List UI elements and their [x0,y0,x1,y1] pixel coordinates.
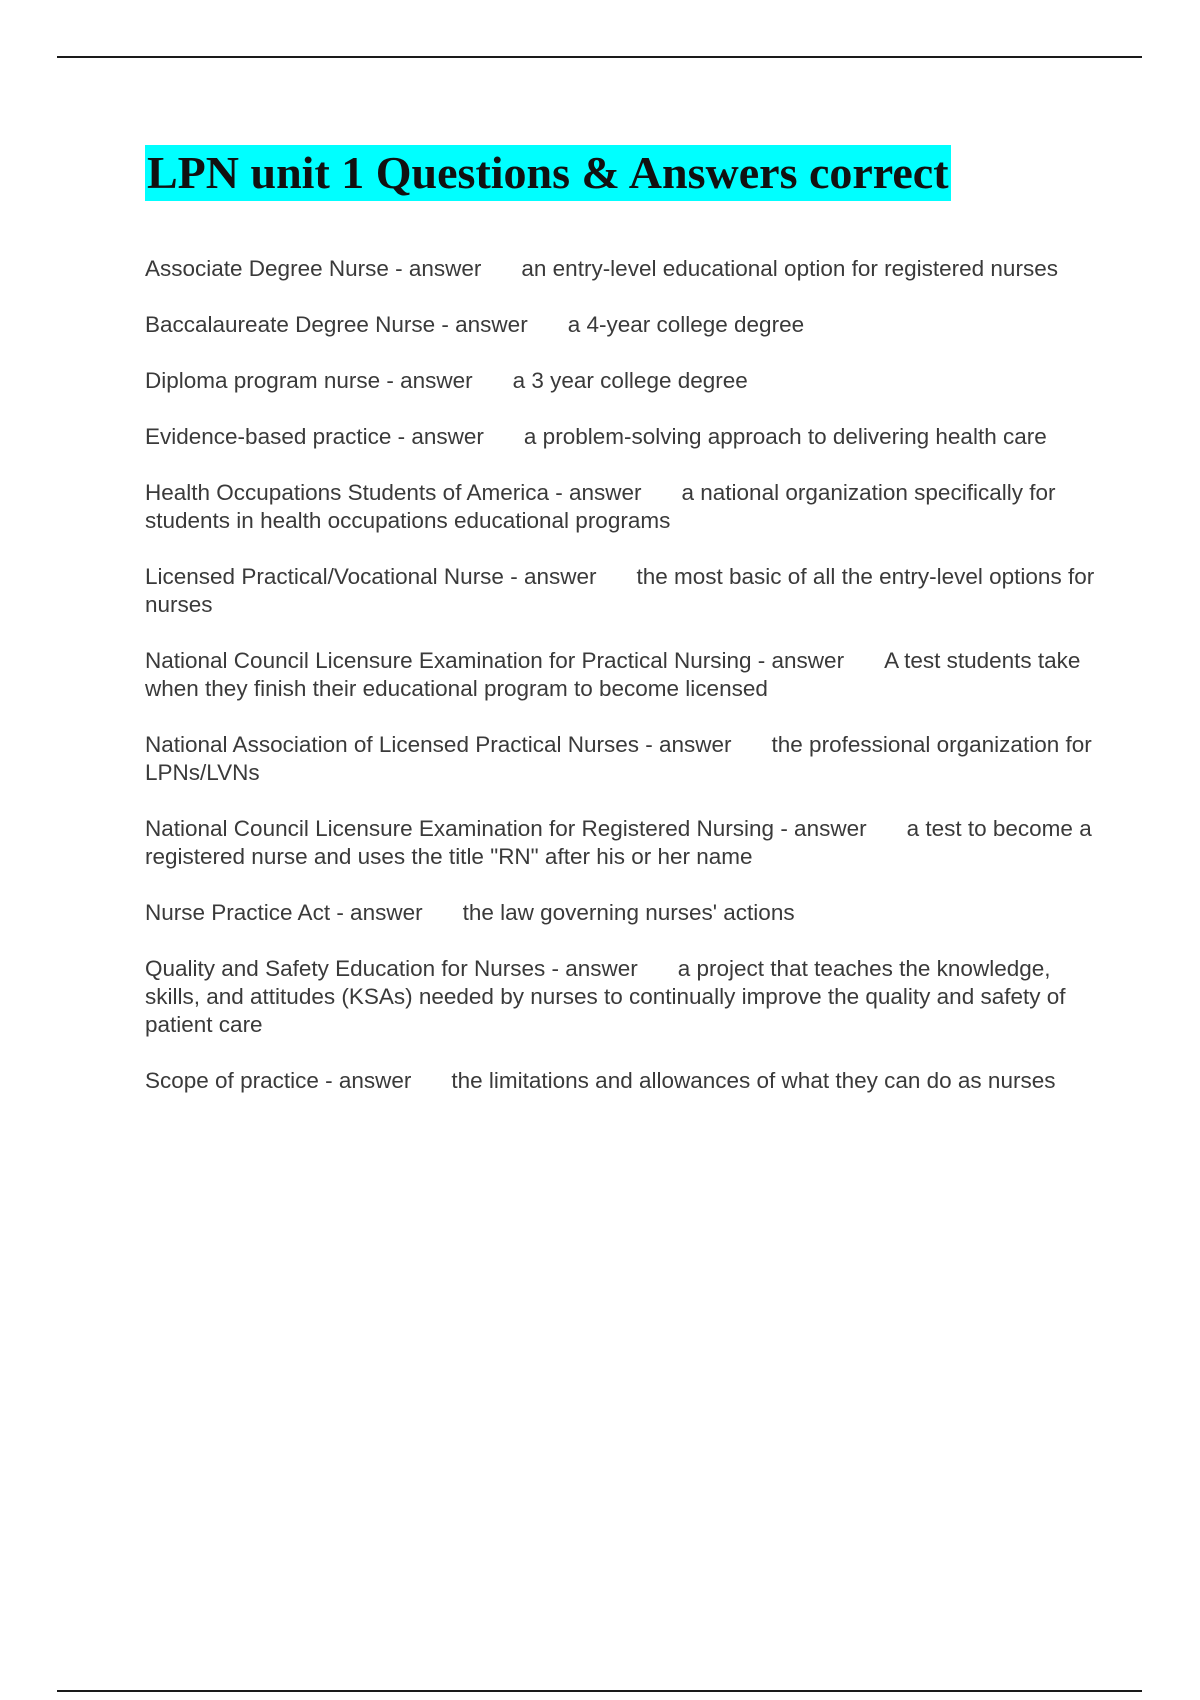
top-rule [57,56,1142,58]
qa-term: National Council Licensure Examination for Practical Nursing - answer [145,648,845,673]
qa-term: Associate Degree Nurse - answer [145,256,482,281]
qa-item [145,423,1095,451]
qa-item [145,731,1095,787]
qa-term: Evidence-based practice - answer [145,424,484,449]
qa-term: National Council Licensure Examination for Registered Nursing - answer [145,816,867,841]
qa-item [145,367,1095,395]
qa-list [145,255,1095,1123]
qa-definition: A test students take when they finish their educational program to become licensed [145,648,1081,701]
qa-item [145,479,1095,535]
qa-definition: a national organization specifically for students in health occupations educational programs [145,480,1056,533]
page-title: LPN unit 1 Questions & Answers correct [145,145,951,201]
qa-item [145,647,1095,703]
qa-definition: the professional organization for LPNs/LVNs [145,732,1092,785]
bottom-rule [57,1690,1142,1692]
qa-item [145,311,1095,339]
qa-term: Health Occupations Students of America - answer [145,480,642,505]
qa-definition: the most basic of all the entry-level options for nurses [145,564,1095,617]
qa-definition: the law governing nurses' actions [462,900,795,925]
qa-term: Licensed Practical/Vocational Nurse - answer [145,564,597,589]
qa-term: Baccalaureate Degree Nurse - answer [145,312,528,337]
qa-term: National Association of Licensed Practical Nurses - answer [145,732,732,757]
qa-term: Nurse Practice Act - answer [145,900,423,925]
qa-definition: the limitations and allowances of what they can do as nurses [451,1068,1056,1093]
title-block [145,145,951,201]
qa-item [145,899,1095,927]
qa-item [145,1067,1095,1095]
qa-item [145,255,1095,283]
qa-item [145,955,1095,1039]
qa-definition: a problem-solving approach to delivering health care [523,424,1047,449]
qa-item [145,815,1095,871]
qa-item [145,563,1095,619]
qa-definition: an entry-level educational option for registered nurses [521,256,1058,281]
qa-definition: a project that teaches the knowledge, skills, and attitudes (KSAs) needed by nurses to continually improve the quality and safety of patient care [145,956,1066,1037]
qa-definition: a test to become a registered nurse and uses the title "RN" after his or her name [145,816,1092,869]
qa-term: Diploma program nurse - answer [145,368,473,393]
qa-term: Scope of practice - answer [145,1068,412,1093]
qa-term: Quality and Safety Education for Nurses - answer [145,956,638,981]
qa-definition: a 4-year college degree [567,312,805,337]
qa-definition: a 3 year college degree [512,368,748,393]
